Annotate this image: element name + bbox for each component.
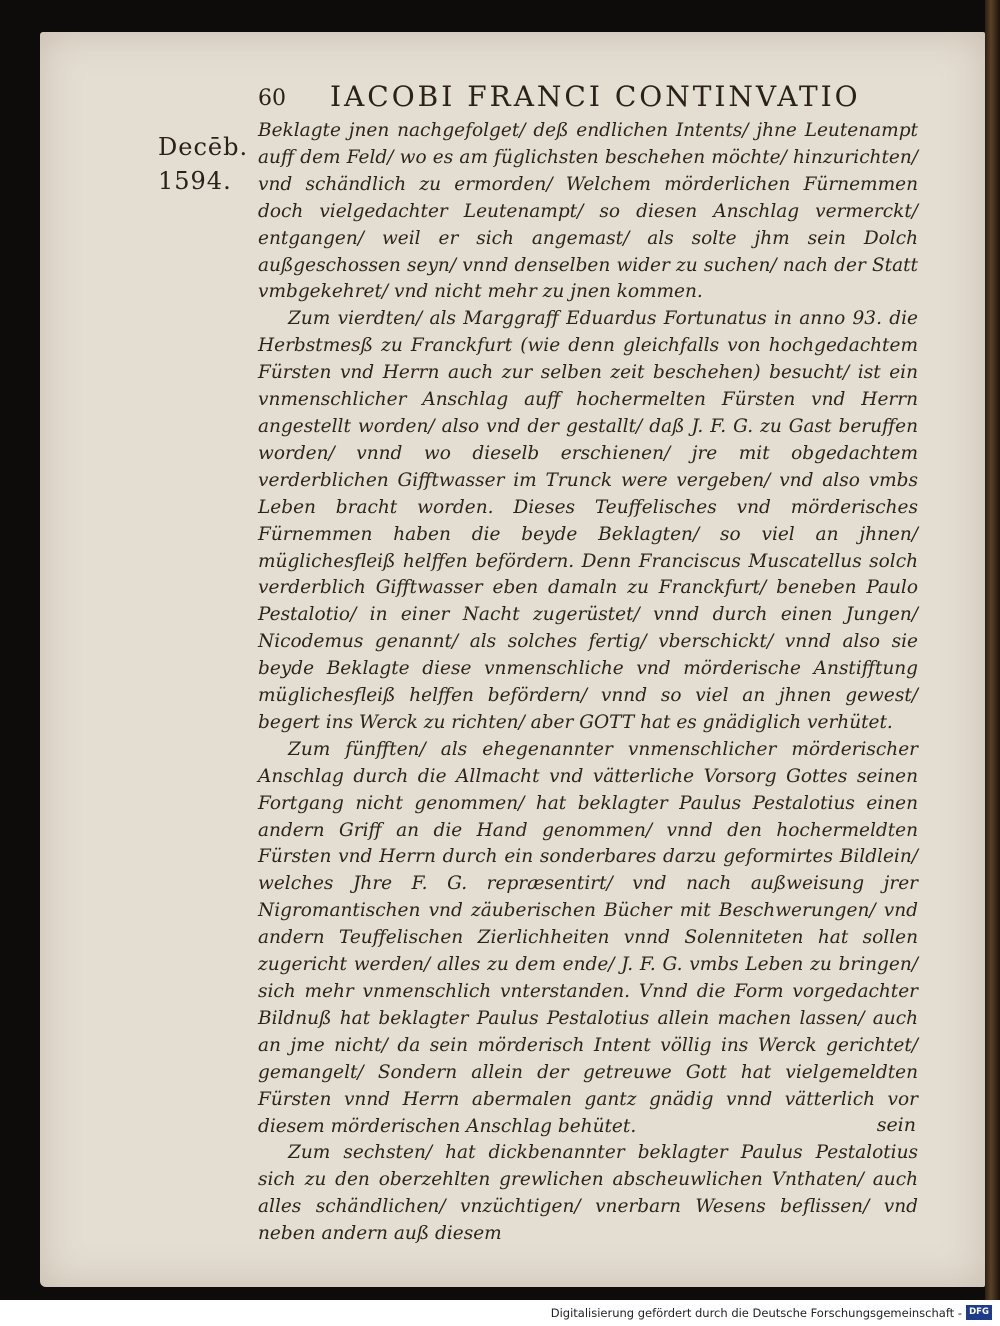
paragraph: Zum vierdten/ als Marggraff Eduardus Fortunatus in anno 93. die Herbstmesß zu Franckfurt (wie denn gleichfalls von hochgedachtem Fürsten vnd Herrn auch zur selben zeit beschehen) besucht/ ist ein vnmenschlicher Anschlag auff hochermelten Fürsten vnd Herrn angestellt worden/ also vnd der gestallt/ daß J. F. G. zu Gast beruffen worden/ vnnd wo dieselb erschienen/ jre mit obgedachtem verderblichen Gifftwasser im Trunck were vergeben/ vnd also vmbs Leben bracht worden. Dieses Teuffelisches vnd mörderisches Fürnemmen haben die beyde Beklagten/ so viel an jhnen/ müglichesfleiß helffen befördern. Denn Franciscus Muscatellus solch verderblich Gifftwasser eben damaln zu Franckfurt/ beneben Paulo Pestalotio/ in einer Nacht zugerüstet/ vnnd durch einen Jungen/ Nicodemus genannt/ als solches fertig/ vberschickt/ vnnd also sie beyde Beklagte diese vnmenschliche vnd mörderische Anstifftung müglichesfleiß helffen befördern/ vnnd so viel an jhnen gewest/ begert ins Werck zu richten/ aber GOTT hat es gnädiglich verhütet. xyxy=(258,308,918,733)
footer-bar xyxy=(0,1300,1000,1326)
page-header xyxy=(258,78,861,118)
running-head: IACOBI FRANCI CONTINVATIO xyxy=(330,80,861,113)
paragraph: Beklagte jnen nachgefolget/ deß endlichen Intents/ jhne Leutenampt auff dem Feld/ wo es am füglichsten beschehen möchte/ hinzurichten/ vnd schändlich zu ermorden/ Welchem mörderlichen Fürnemmen doch vielgedachter Leutenampt/ so diesen Anschlag vermerckt/ entgangen/ weil er sich angemast/ als solte jhm sein Dolch außgeschossen seyn/ vnnd denselben wider zu suchen/ nach der Statt vmbgekehret/ vnd nicht mehr zu jnen kommen. xyxy=(258,120,918,303)
book-edge xyxy=(985,0,1000,1300)
catchword: sein xyxy=(876,1114,916,1136)
body-text xyxy=(258,118,918,1248)
margin-note-year: 1594. xyxy=(158,167,232,195)
footer-credit: Digitalisierung gefördert durch die Deutsche Forschungsgemeinschaft - xyxy=(550,1306,962,1320)
dfg-logo-icon[interactable]: DFG xyxy=(966,1305,992,1320)
paragraph: Zum fünfften/ als ehegenannter vnmenschlicher mörderischer Anschlag durch die Allmacht vnd vätterliche Vorsorg Gottes seinen Fortgang nicht genommen/ hat beklagter Paulus Pestalotius einen andern Griff an die Hand genommen/ vnnd den hochermeldten Fürsten vnd Herrn durch ein sonderbares darzu geformirtes Bildlein/ welches Jhre F. G. repræsentirt/ vnd nach außweisung jrer Nigromantischen vnd zäuberischen Bücher mit Beschwerungen/ vnd andern Teuffelischen Zierlichheiten vnnd Solenniteten hat sollen zugericht werden/ alles zu dem ende/ J. F. G. vmbs Leben zu bringen/ sich mehr vnmenschlich vnterstanden. Vnnd die Form vorgedachter Bildnuß hat beklagter Paulus Pestalotius allein machen lassen/ auch an jme nicht/ da sein mörderisch Intent völlig ins Werck gerichtet/ gemangelt/ Sondern allein der getreuwe Gott hat vielgemeldten Fürsten vnnd Herrn abermalen gantz gnädig vnnd vätterlich vor diesem mörderischen Anschlag behütet. xyxy=(258,738,918,1137)
margin-note-month: Decēb. xyxy=(158,133,249,161)
paragraph: Zum sechsten/ hat dickbenannter beklagter Paulus Pestalotius sich zu den oberzehlten grewlichen abscheuwlichen Vnthaten/ auch alles schändlichen/ vnzüchtigen/ vnerbarn Wesens beflissen/ vnd neben andern auß diesem xyxy=(258,1142,918,1245)
margin-note xyxy=(158,130,248,198)
page-number: 60 xyxy=(258,86,286,111)
